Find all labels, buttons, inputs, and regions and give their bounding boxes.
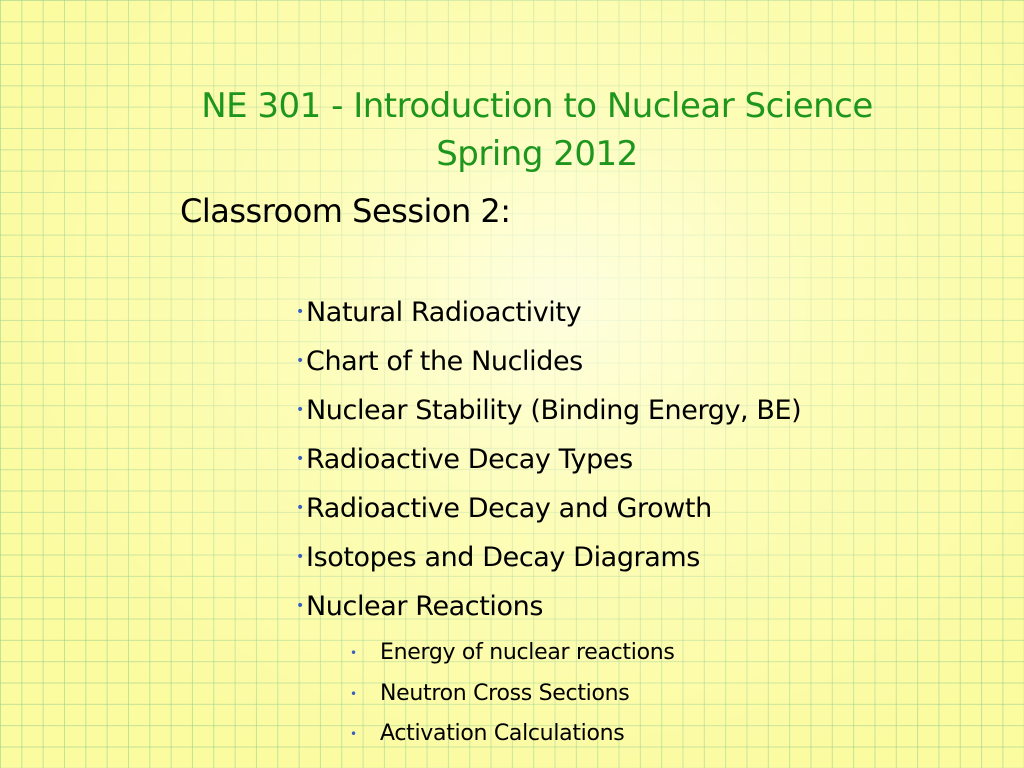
topic-item bbox=[296, 386, 801, 435]
topic-label: Chart of the Nuclides bbox=[306, 346, 583, 377]
sub-bullet-icon: • bbox=[350, 646, 357, 660]
bullet-icon: • bbox=[296, 304, 304, 320]
subtopic-item bbox=[350, 714, 675, 755]
topic-item bbox=[296, 288, 801, 337]
topic-label: Isotopes and Decay Diagrams bbox=[306, 542, 700, 573]
topic-item bbox=[296, 435, 801, 484]
bullet-icon: • bbox=[296, 500, 304, 516]
topic-item bbox=[296, 484, 801, 533]
topic-label: Nuclear Reactions bbox=[306, 591, 544, 622]
topic-item bbox=[296, 582, 801, 631]
bullet-icon: • bbox=[296, 451, 304, 467]
topic-label: Natural Radioactivity bbox=[306, 297, 582, 328]
subtopic-label: Energy of nuclear reactions bbox=[380, 640, 675, 665]
topic-label: Radioactive Decay and Growth bbox=[306, 493, 712, 524]
topic-label: Nuclear Stability (Binding Energy, BE) bbox=[306, 395, 802, 426]
subtopic-item bbox=[350, 633, 675, 674]
topic-list bbox=[296, 288, 801, 631]
bullet-icon: • bbox=[296, 598, 304, 614]
bullet-icon: • bbox=[296, 549, 304, 565]
sub-bullet-icon: • bbox=[350, 686, 357, 701]
topic-item bbox=[296, 337, 801, 386]
slide-title-term: Spring 2012 bbox=[436, 134, 638, 174]
subtopic-label: Neutron Cross Sections bbox=[380, 680, 630, 706]
sub-bullet-icon: • bbox=[350, 727, 357, 741]
slide-title: NE 301 - Introduction to Nuclear Science bbox=[201, 86, 873, 126]
session-heading: Classroom Session 2: bbox=[180, 192, 511, 230]
topic-item bbox=[296, 533, 801, 582]
subtopic-label: Activation Calculations bbox=[380, 721, 625, 746]
topic-label: Radioactive Decay Types bbox=[306, 444, 633, 475]
bullet-icon: • bbox=[296, 353, 304, 369]
subtopic-item bbox=[350, 674, 675, 715]
bullet-icon: • bbox=[296, 402, 304, 418]
subtopic-list bbox=[350, 633, 675, 755]
